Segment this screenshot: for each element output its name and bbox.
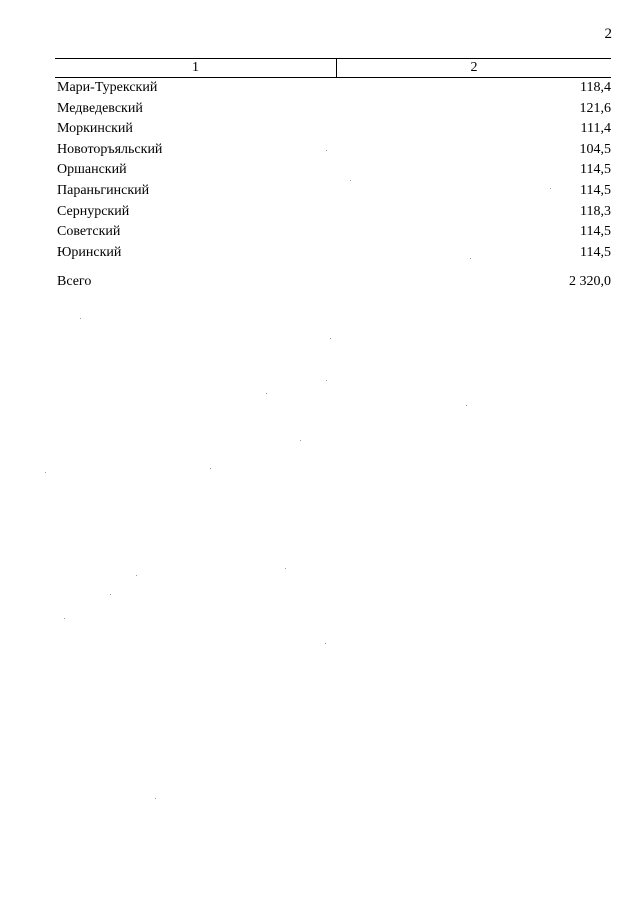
district-value: 118,3	[580, 203, 611, 219]
table-row	[55, 243, 611, 264]
scan-speck	[466, 405, 467, 406]
table-row	[55, 99, 611, 120]
table-row	[55, 160, 611, 181]
table-header	[55, 58, 611, 78]
district-value: 114,5	[580, 224, 611, 240]
scan-speck	[155, 798, 156, 799]
scan-speck	[300, 440, 301, 441]
scan-speck	[80, 318, 81, 319]
scan-speck	[326, 150, 327, 151]
scan-speck	[330, 338, 331, 339]
scan-speck	[325, 643, 326, 644]
table-row	[55, 140, 611, 161]
scan-speck	[266, 393, 267, 394]
district-value: 114,5	[580, 162, 611, 178]
data-table	[55, 58, 611, 292]
column-header-2: 2	[470, 60, 478, 75]
district-value: 111,4	[580, 121, 611, 137]
district-name: Мари-Турекский	[57, 80, 158, 95]
scan-speck	[470, 258, 471, 259]
scan-speck	[350, 180, 351, 181]
table-row	[55, 222, 611, 243]
table-row	[55, 181, 611, 202]
district-value: 114,5	[580, 182, 611, 198]
district-name: Параньгинский	[57, 182, 150, 198]
district-value: 118,4	[580, 80, 611, 95]
scan-speck	[136, 575, 137, 576]
district-name: Оршанский	[57, 162, 127, 178]
scan-speck	[550, 188, 551, 189]
page-number: 2	[604, 26, 612, 42]
total-row	[55, 272, 611, 292]
district-value: 114,5	[580, 244, 611, 260]
scan-speck	[210, 468, 211, 469]
total-label: Всего	[57, 274, 92, 290]
column-header-1: 1	[55, 59, 337, 77]
district-name: Юринский	[57, 244, 122, 260]
district-name: Моркинский	[57, 121, 133, 137]
district-name: Советский	[57, 224, 121, 240]
total-value: 2 320,0	[569, 274, 611, 290]
table-row	[55, 78, 611, 99]
table-body	[55, 78, 611, 263]
scan-speck	[45, 472, 46, 473]
district-name: Новоторъяльский	[57, 141, 163, 157]
district-value: 121,6	[579, 100, 611, 116]
scan-speck	[326, 380, 327, 381]
district-value: 104,5	[579, 141, 611, 157]
scan-speck	[110, 594, 111, 595]
scan-speck	[64, 618, 65, 619]
scan-speck	[285, 568, 286, 569]
table-row	[55, 202, 611, 223]
district-name: Медведевский	[57, 100, 143, 116]
district-name: Сернурский	[57, 203, 130, 219]
table-row	[55, 119, 611, 140]
